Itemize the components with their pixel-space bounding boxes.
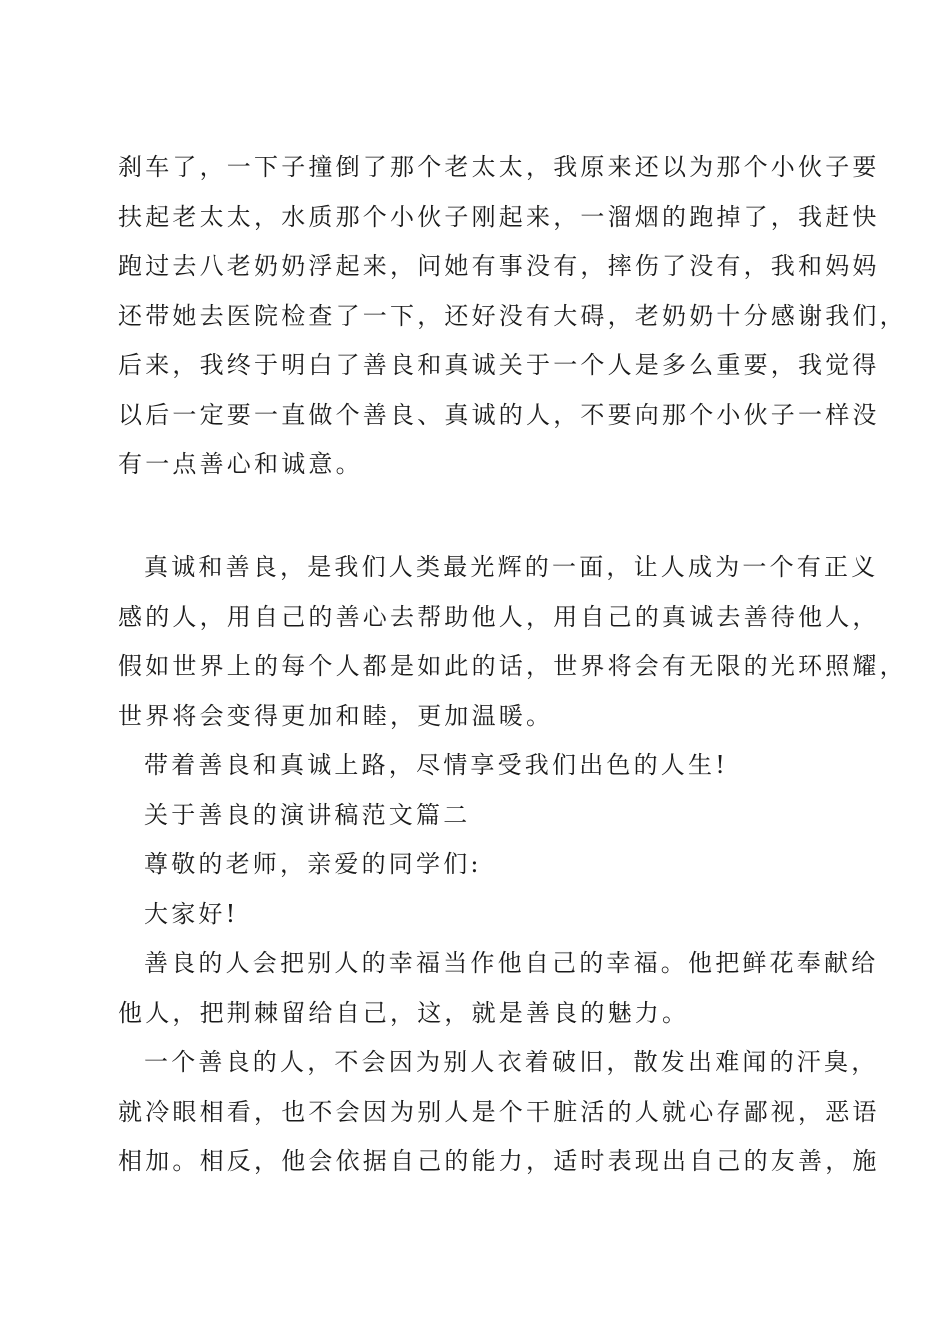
text-line: 刹车了，一下子撞倒了那个老太太，我原来还以为那个小伙子要 <box>118 153 880 181</box>
paragraph-start-line: 善良的人会把别人的幸福当作他自己的幸福。他把鲜花奉献给 <box>144 949 879 977</box>
text-line: 相加。相反，他会依据自己的能力，适时表现出自己的友善，施 <box>118 1147 880 1175</box>
greeting: 大家好! <box>144 899 239 928</box>
text-line: 世界将会变得更加和睦，更加温暖。 <box>118 701 554 730</box>
text-line: 有一点善心和诚意。 <box>118 450 363 478</box>
text-line: 后来，我终于明白了善良和真诚关于一个人是多么重要，我觉得 <box>118 351 880 379</box>
text-line: 扶起老太太，水质那个小伙子刚起来，一溜烟的跑掉了，我赶快 <box>118 202 880 231</box>
text-line: 他人，把荆棘留给自己，这，就是善良的魅力。 <box>118 998 690 1027</box>
paragraph-start-line: 带着善良和真诚上路，尽情享受我们出色的人生! <box>144 751 729 779</box>
paragraph-start-line: 真诚和善良，是我们人类最光辉的一面，让人成为一个有正义 <box>144 553 879 581</box>
text-line: 跑过去八老奶奶浮起来，问她有事没有，摔伤了没有，我和妈妈 <box>118 252 880 280</box>
text-line: 以后一定要一直做个善良、真诚的人，不要向那个小伙子一样没 <box>118 400 880 429</box>
text-line: 假如世界上的每个人都是如此的话，世界将会有无限的光环照耀， <box>118 652 907 680</box>
paragraph-start-line: 一个善良的人，不会因为别人衣着破旧，散发出难闻的汗臭， <box>144 1048 879 1076</box>
salutation: 尊敬的老师，亲爱的同学们: <box>144 850 482 878</box>
section-title: 关于善良的演讲稿范文篇二 <box>144 800 471 829</box>
speech-body <box>118 543 907 1187</box>
text-line: 还带她去医院检查了一下，还好没有大碍，老奶奶十分感谢我们， <box>118 301 907 330</box>
paragraph-story-continuation <box>118 143 907 490</box>
text-line: 感的人，用自己的善心去帮助他人，用自己的真诚去善待他人， <box>118 602 880 631</box>
text-line: 就冷眼相看，也不会因为别人是个干脏活的人就心存鄙视，恶语 <box>118 1097 880 1126</box>
